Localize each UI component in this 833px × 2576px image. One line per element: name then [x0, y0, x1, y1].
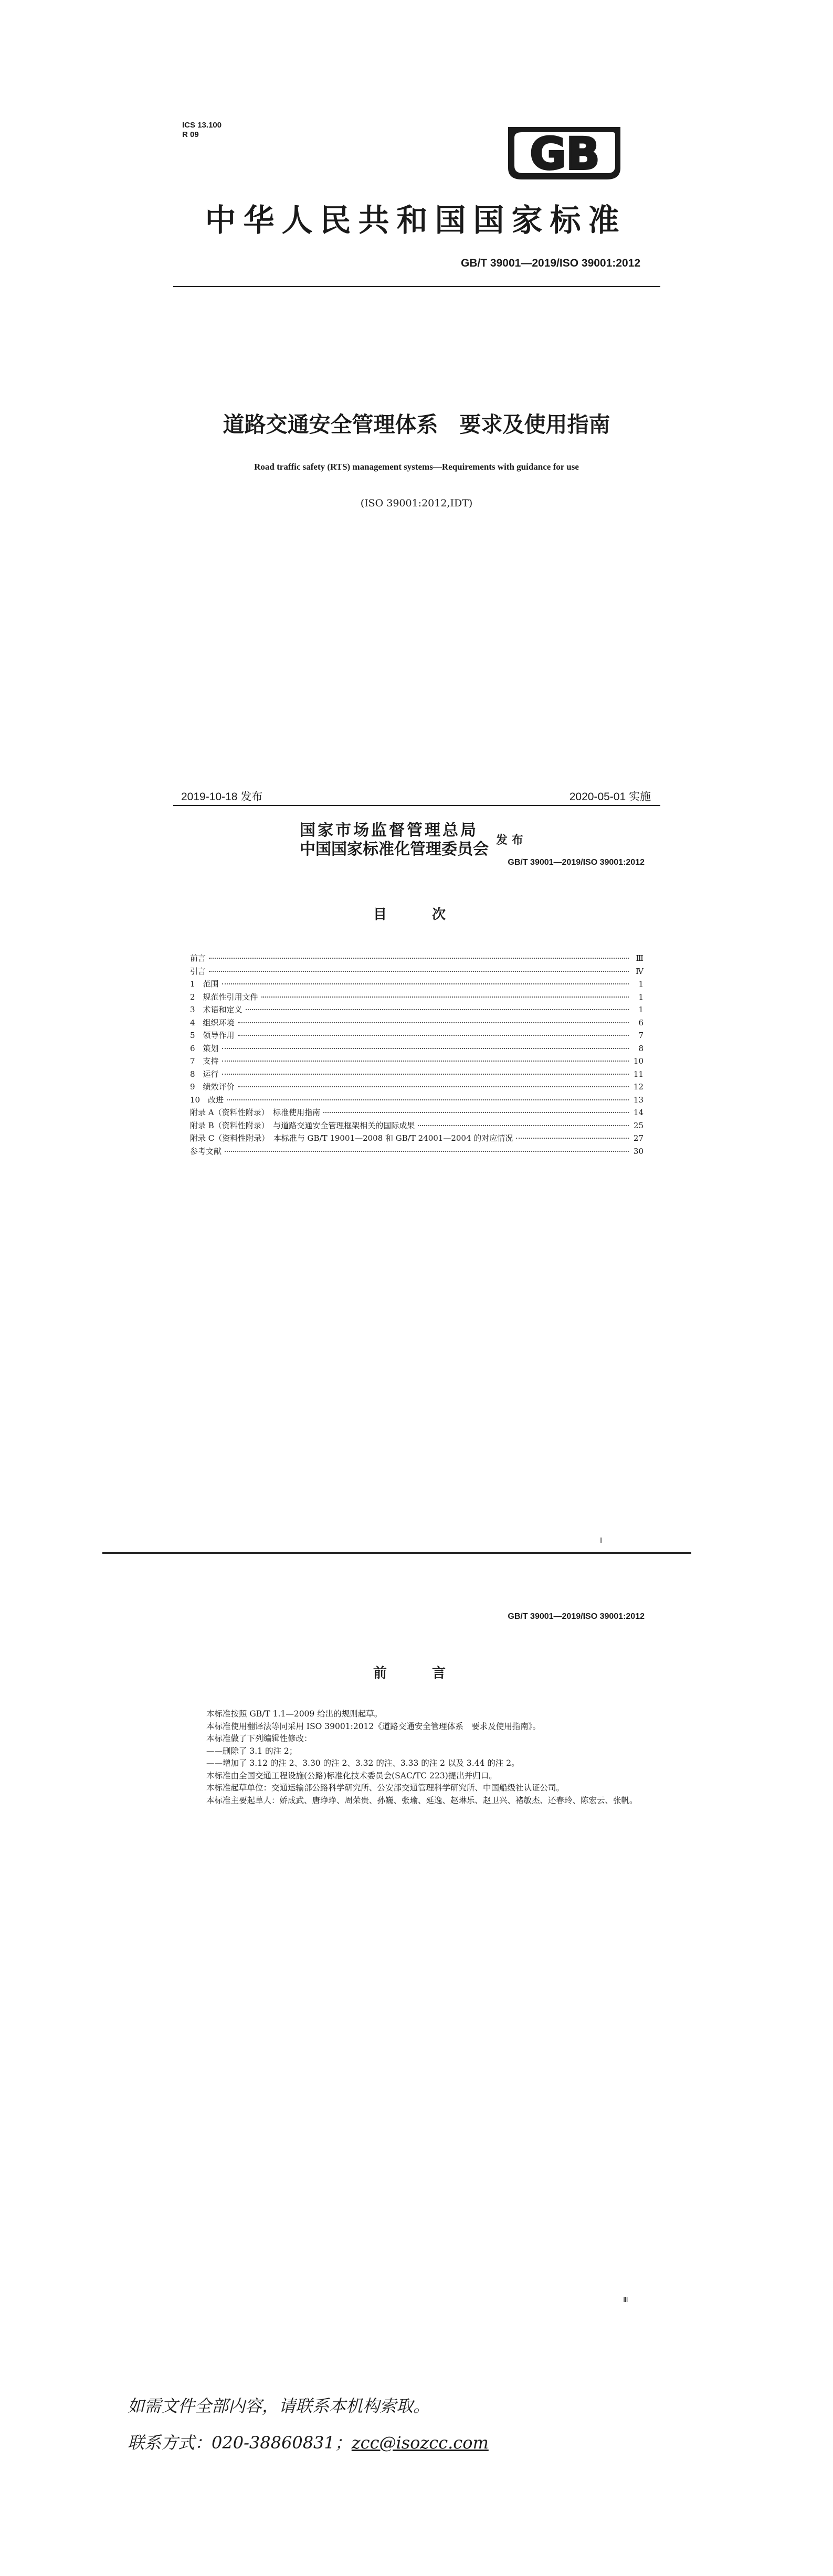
- standard-title: 中华人民共和国国家标准: [205, 202, 627, 238]
- toc-item[interactable]: 附录 A（资料性附录） 标准使用指南 14: [190, 1108, 644, 1117]
- title-chinese: 道路交通安全管理体系 要求及使用指南: [223, 412, 610, 437]
- issue-date: 2019-10-18 发布: [181, 791, 263, 803]
- contact-phone: 联系方式：020-38860831；: [128, 2433, 352, 2453]
- implementation-date: 2020-05-01 实施: [569, 791, 651, 803]
- cover-bottom-rule: [173, 805, 660, 806]
- toc-item[interactable]: 1 范围 1: [190, 979, 644, 989]
- preface-page-header: GB/T 39001—2019/ISO 39001:2012: [508, 1612, 645, 1621]
- toc-item[interactable]: 参考文献 30: [190, 1146, 644, 1156]
- iso-equivalence: (ISO 39001:2012,IDT): [360, 497, 473, 509]
- preface-paragraph: 本标准按照 GB/T 1.1—2009 给出的规则起草。: [206, 1709, 383, 1719]
- org-sac: 中国国家标准化管理委员会: [300, 840, 489, 858]
- contact-line: [128, 2430, 489, 2454]
- preface-paragraph: 本标准使用翻译法等同采用 ISO 39001:2012《道路交通安全管理体系 要求及使用指南》。: [206, 1721, 541, 1731]
- issuing-organizations: [300, 821, 489, 859]
- toc-item[interactable]: 附录 B（资料性附录） 与道路交通安全管理框架相关的国际成果 25: [190, 1120, 644, 1130]
- toc-item[interactable]: 附录 C（资料性附录） 本标准与 GB/T 19001—2008 和 GB/T 24001—2004 的对应情况 27: [190, 1133, 644, 1143]
- toc-item[interactable]: 4 组织环境 6: [190, 1017, 644, 1027]
- standard-number: GB/T 39001—2019/ISO 39001:2012: [460, 257, 640, 269]
- title-english: Road traffic safety (RTS) management systems—Requirements with guidance for use: [254, 462, 579, 472]
- toc-item[interactable]: 7 支持 10: [190, 1056, 644, 1066]
- toc-page-number: Ⅰ: [600, 1537, 603, 1545]
- preface-list-item: ——删除了 3.1 的注 2；: [206, 1746, 298, 1756]
- preface-paragraph: 本标准由全国交通工程设施(公路)标准化技术委员会(SAC/TC 223)提出并归口。: [206, 1771, 497, 1780]
- svg-text:GB: GB: [530, 128, 600, 179]
- cover-top-rule: [173, 286, 660, 287]
- page-divider: [102, 1552, 691, 1554]
- preface-list-item: ——增加了 3.12 的注 2、3.30 的注 2、3.32 的注、3.33 的注 2 以及 3.44 的注 2。: [206, 1758, 520, 1768]
- ics-code-block: [182, 121, 222, 140]
- preface-page-number: Ⅲ: [623, 2296, 628, 2304]
- preface-paragraph: 本标准起草单位：交通运输部公路科学研究所、公安部交通管理科学研究所、中国船级社认证公司。: [206, 1783, 565, 1793]
- preface-paragraph: 本标准做了下列编辑性修改：: [206, 1734, 312, 1743]
- contact-note: 如需文件全部内容，请联系本机构索取。: [128, 2396, 430, 2416]
- table-of-contents: [190, 952, 644, 1158]
- preface-title: 前 言: [373, 1666, 461, 1681]
- toc-title: 目 次: [373, 907, 461, 923]
- contact-email-link[interactable]: zcc@isozcc.com: [351, 2433, 489, 2453]
- preface-body: [190, 1708, 642, 1807]
- publish-label: 发 布: [496, 833, 523, 847]
- toc-item[interactable]: 10 改进 13: [190, 1095, 644, 1105]
- toc-item[interactable]: 6 策划 8: [190, 1043, 644, 1053]
- toc-item[interactable]: 引言 Ⅳ: [190, 966, 644, 976]
- toc-item[interactable]: 9 绩效评价 12: [190, 1082, 644, 1091]
- ics-code: ICS 13.100: [182, 121, 222, 130]
- toc-item[interactable]: 8 运行 11: [190, 1069, 644, 1079]
- preface-paragraph: 本标准主要起草人：娇成武、唐琤琤、周荣贵、孙巍、张瑜、延逸、赵琳乐、赵卫兴、褚敏杰、还春玲、陈宏云、张帆。: [206, 1795, 638, 1805]
- org-samr: 国家市场监督管理总局: [300, 821, 478, 840]
- toc-item[interactable]: 2 规范性引用文件 1: [190, 992, 644, 1002]
- toc-item[interactable]: 3 术语和定义 1: [190, 1005, 644, 1014]
- toc-item[interactable]: 前言 Ⅲ: [190, 953, 644, 963]
- gb-logo: [504, 124, 625, 183]
- toc-page-header: GB/T 39001—2019/ISO 39001:2012: [508, 858, 645, 867]
- ccs-code: R 09: [182, 130, 199, 139]
- toc-item[interactable]: 5 领导作用 7: [190, 1031, 644, 1040]
